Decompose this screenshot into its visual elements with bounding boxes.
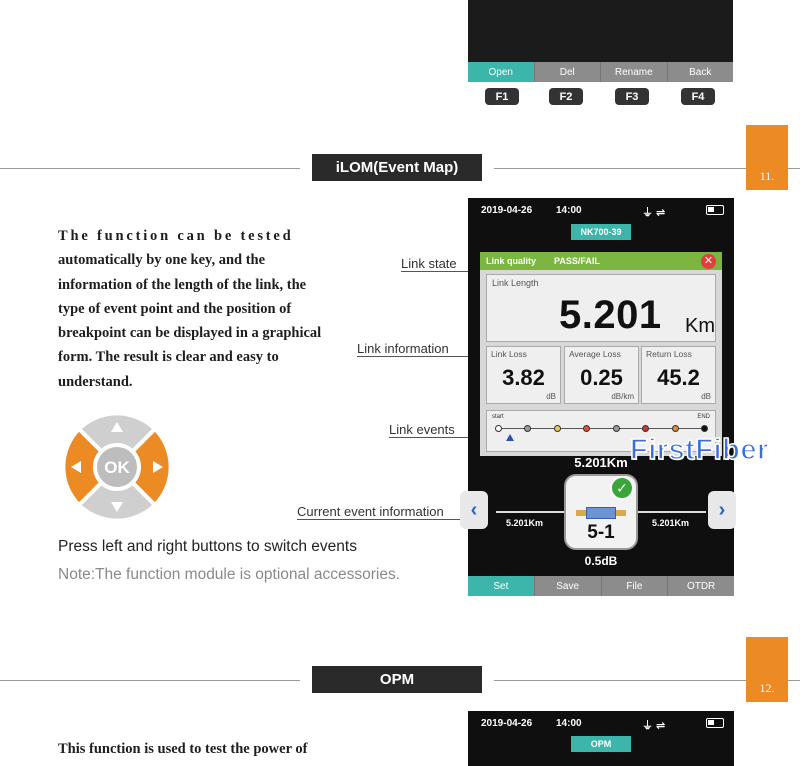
status-icons	[642, 204, 668, 220]
f1-key[interactable]: F1	[485, 88, 519, 105]
status-time: 14:00	[556, 205, 582, 216]
fail-x-icon: ✕	[701, 254, 716, 269]
event-dot	[672, 425, 679, 432]
callout-link-information: Link information	[357, 341, 449, 356]
left-distance: 5.201Km	[506, 518, 544, 528]
event-dot	[642, 425, 649, 432]
return-loss-unit: dB	[701, 392, 711, 401]
opm-description: This function is used to test the power of	[58, 741, 308, 757]
link-length-box	[486, 274, 716, 342]
event-distance: 5.201Km	[574, 455, 628, 470]
link-quality-value: PASS/FAIL	[554, 256, 600, 266]
callout-current-event: Current event information	[297, 504, 444, 519]
dpad-ok-label: OK	[104, 458, 130, 477]
average-loss-label: Average Loss	[569, 349, 621, 359]
opm-battery-icon	[706, 718, 724, 728]
ilom-device-screen	[468, 198, 734, 596]
status-bar	[468, 198, 734, 222]
opm-status-date: 2019-04-26	[481, 718, 533, 729]
return-loss-box	[641, 346, 716, 404]
link-loss-value: 3.82	[502, 365, 545, 390]
function-key-row	[468, 88, 733, 106]
section-divider-left	[0, 168, 300, 169]
firstfiber-watermark: FirstFiber	[630, 434, 769, 466]
back-softkey[interactable]: Back	[668, 62, 734, 82]
otdr-softkey[interactable]: OTDR	[668, 576, 734, 596]
section-title-ilom: iLOM(Event Map)	[312, 154, 482, 181]
link-panel	[480, 252, 722, 456]
f2-key[interactable]: F2	[549, 88, 583, 105]
opm-status-icons	[642, 717, 668, 733]
set-softkey[interactable]: Set	[468, 576, 535, 596]
status-date: 2019-04-26	[481, 205, 533, 216]
link-loss-box	[486, 346, 561, 404]
page-number-tab-12: 12.	[746, 637, 788, 702]
delete-softkey[interactable]: Del	[535, 62, 602, 82]
events-start-label: start	[492, 414, 504, 420]
return-loss-label: Return Loss	[646, 349, 692, 359]
event-dot	[701, 425, 708, 432]
callout-link-events: Link events	[389, 422, 455, 437]
model-tag: NK700-39	[571, 224, 631, 240]
ilom-description-first-line: The function can be tested	[58, 228, 294, 244]
average-loss-unit: dB/km	[611, 392, 634, 401]
next-event-button[interactable]: ›	[708, 491, 736, 529]
opm-tag: OPM	[571, 736, 631, 752]
file-screen	[468, 0, 733, 62]
right-distance: 5.201Km	[652, 518, 690, 528]
link-length-unit: Km	[685, 315, 715, 337]
section-title-opm: OPM	[312, 666, 482, 693]
average-loss-box	[564, 346, 639, 404]
opm-status-bar	[468, 711, 734, 735]
event-dot	[524, 425, 531, 432]
optional-accessory-note: Note:The function module is optional accessories.	[58, 566, 401, 583]
rename-softkey[interactable]: Rename	[601, 62, 668, 82]
plug-icon: ⏚	[642, 207, 656, 219]
opm-status-time: 14:00	[556, 718, 582, 729]
callout-line-link-information	[357, 356, 485, 357]
f4-key[interactable]: F4	[681, 88, 715, 105]
average-loss-value: 0.25	[580, 365, 623, 390]
ilom-description-body: automatically by one key, and the information of the length of the link, the type of event point and the position of breakpoint can be displayed in a graphical form. The result is clear and easy to understand.	[58, 252, 322, 390]
events-end-label: END	[697, 414, 710, 420]
fiber-line-left	[496, 511, 566, 513]
open-softkey[interactable]: Open	[468, 62, 535, 82]
battery-icon	[706, 205, 724, 215]
usb-icon: ⇌	[656, 207, 669, 219]
callout-link-state: Link state	[401, 256, 457, 271]
previous-event-button[interactable]: ‹	[460, 491, 488, 529]
event-dot	[554, 425, 561, 432]
ilom-softkey-bar	[468, 576, 734, 596]
connector-body-icon	[586, 507, 616, 519]
link-loss-label: Link Loss	[491, 349, 527, 359]
page-number-tab-11: 11.	[746, 125, 788, 190]
link-loss-unit: dB	[546, 392, 556, 401]
file-softkey[interactable]: File	[602, 576, 669, 596]
ilom-description	[58, 224, 330, 394]
current-event-marker-icon	[506, 434, 514, 441]
opm-device-screen	[468, 711, 734, 766]
event-dot	[613, 425, 620, 432]
link-length-value: 5.201	[559, 293, 662, 337]
dpad-icon	[58, 408, 176, 526]
fiber-line-right	[636, 511, 706, 513]
opm-divider-left	[0, 680, 300, 681]
callout-line-current-event	[297, 519, 462, 520]
event-dot	[495, 425, 502, 432]
f3-key[interactable]: F3	[615, 88, 649, 105]
opm-plug-icon: ⏚	[642, 720, 656, 732]
opm-usb-icon: ⇌	[656, 720, 669, 732]
pass-check-icon: ✓	[610, 476, 634, 500]
link-length-label: Link Length	[492, 278, 539, 288]
file-softkey-bar	[468, 62, 733, 82]
switch-events-instruction: Press left and right buttons to switch events	[58, 538, 357, 555]
save-softkey[interactable]: Save	[535, 576, 602, 596]
event-id: 5-1	[587, 522, 615, 543]
event-loss: 0.5dB	[584, 554, 618, 568]
link-quality-bar	[480, 252, 722, 270]
event-dot	[583, 425, 590, 432]
return-loss-value: 45.2	[657, 365, 700, 390]
link-quality-label: Link quality	[486, 256, 537, 266]
